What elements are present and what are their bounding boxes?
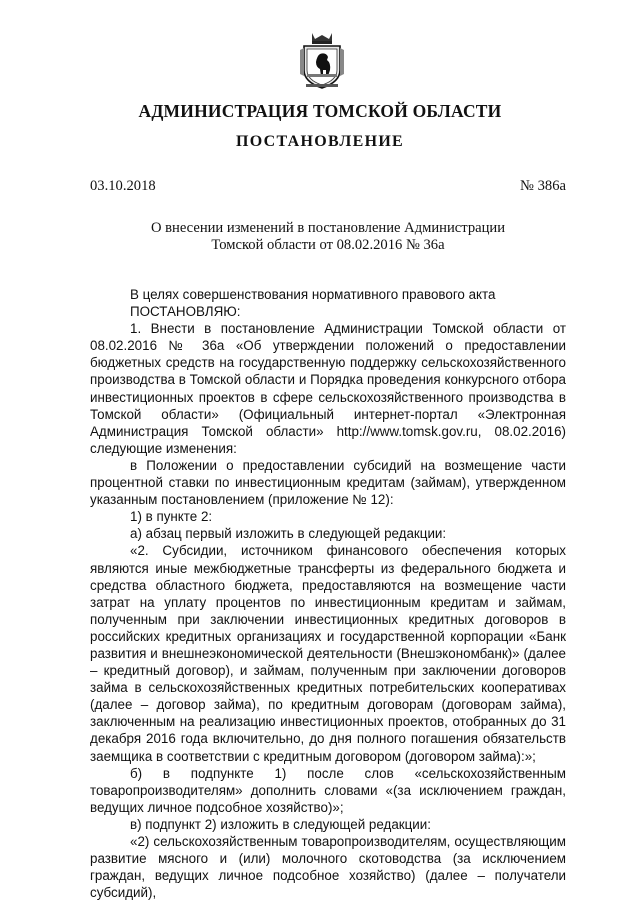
body-paragraph: б) в подпункте 1) после слов «сельскохозяйственным товаропроизводителям» дополнить словами «(за исключением граждан, ведущих личное подсобное хозяйство)»; [90, 765, 566, 815]
document-number: № 386а [520, 178, 566, 194]
resolves-heading: ПОСТАНОВЛЯЮ: [130, 304, 241, 320]
body-paragraph: «2) сельскохозяйственным товаропроизводителям, осуществляющим развитие мясного и (или) молочного скотоводства (за исключением граждан, ведущих личное подсобное хозяйство) (далее – получатели субсидий), [90, 834, 566, 901]
body-paragraph: а) абзац первый изложить в следующей редакции: [130, 526, 447, 542]
document-type: ПОСТАНОВЛЕНИЕ [235, 133, 405, 150]
subject-line: О внесении изменений в постановление Администрации [150, 220, 506, 236]
body-paragraph: в Положении о предоставлении субсидий на возмещение части процентной ставки по инвестиционным кредитам (займам), утвержденном указанным постановлением (приложение № 12): [90, 457, 566, 508]
body-paragraph: в) подпункт 2) изложить в следующей редакции: [130, 816, 431, 832]
tomsk-region-coat-of-arms-icon [298, 30, 346, 90]
preamble-paragraph: В целях совершенствования нормативного правового акта [130, 287, 496, 302]
body-paragraph: 1. Внести в постановление Администрации Томской области от 08.02.2016 № 36а «Об утверждении положений о предоставлении бюджетных средств на государственную поддержку сельскохозяйственного производства в Томской области и Порядка проведения конкурсного отбора инвестиционных проектов в сфере сельскохозяйственного производства в Томской области» (Официальный интернет-портал «Электронная Администрация Томской области» http://www.tomsk.gov.ru, 08.02.2016) следующие изменения: [90, 321, 566, 456]
subject-line: Томской области от 08.02.2016 № 36а [211, 237, 445, 253]
body-paragraph: 1) в пункте 2: [130, 509, 213, 525]
document-subject [90, 220, 566, 254]
organization-name: АДМИНИСТРАЦИЯ ТОМСКОЙ ОБЛАСТИ [138, 101, 502, 121]
document-body [90, 286, 566, 901]
body-paragraph: «2. Субсидии, источником финансового обеспечения которых являются иные межбюджетные трансферты из федерального бюджета и средства областного бюджета, предоставляются на возмещение части затрат на уплату процентов по инвестиционным кредитам и займам, полученным при заключении инвестиционных кредитных договоров в российских кредитных организациях и государственной корпорации «Банк развития и внешнеэкономической деятельности (Внешэкономбанк)» (далее – кредитный договор), и займам, полученным при заключении договоров займа в сельскохозяйственных кредитных потребительских кооперативах (далее – договор займа), по кредитным договорам (договорам займа), заключенным на реализацию инвестиционных проектов, отобранных до 31 декабря 2016 года включительно, до дня полного погашения обязательств заемщика в соответствии с кредитным договором (договором займа):»; [90, 543, 566, 764]
document-date: 03.10.2018 [90, 178, 156, 194]
